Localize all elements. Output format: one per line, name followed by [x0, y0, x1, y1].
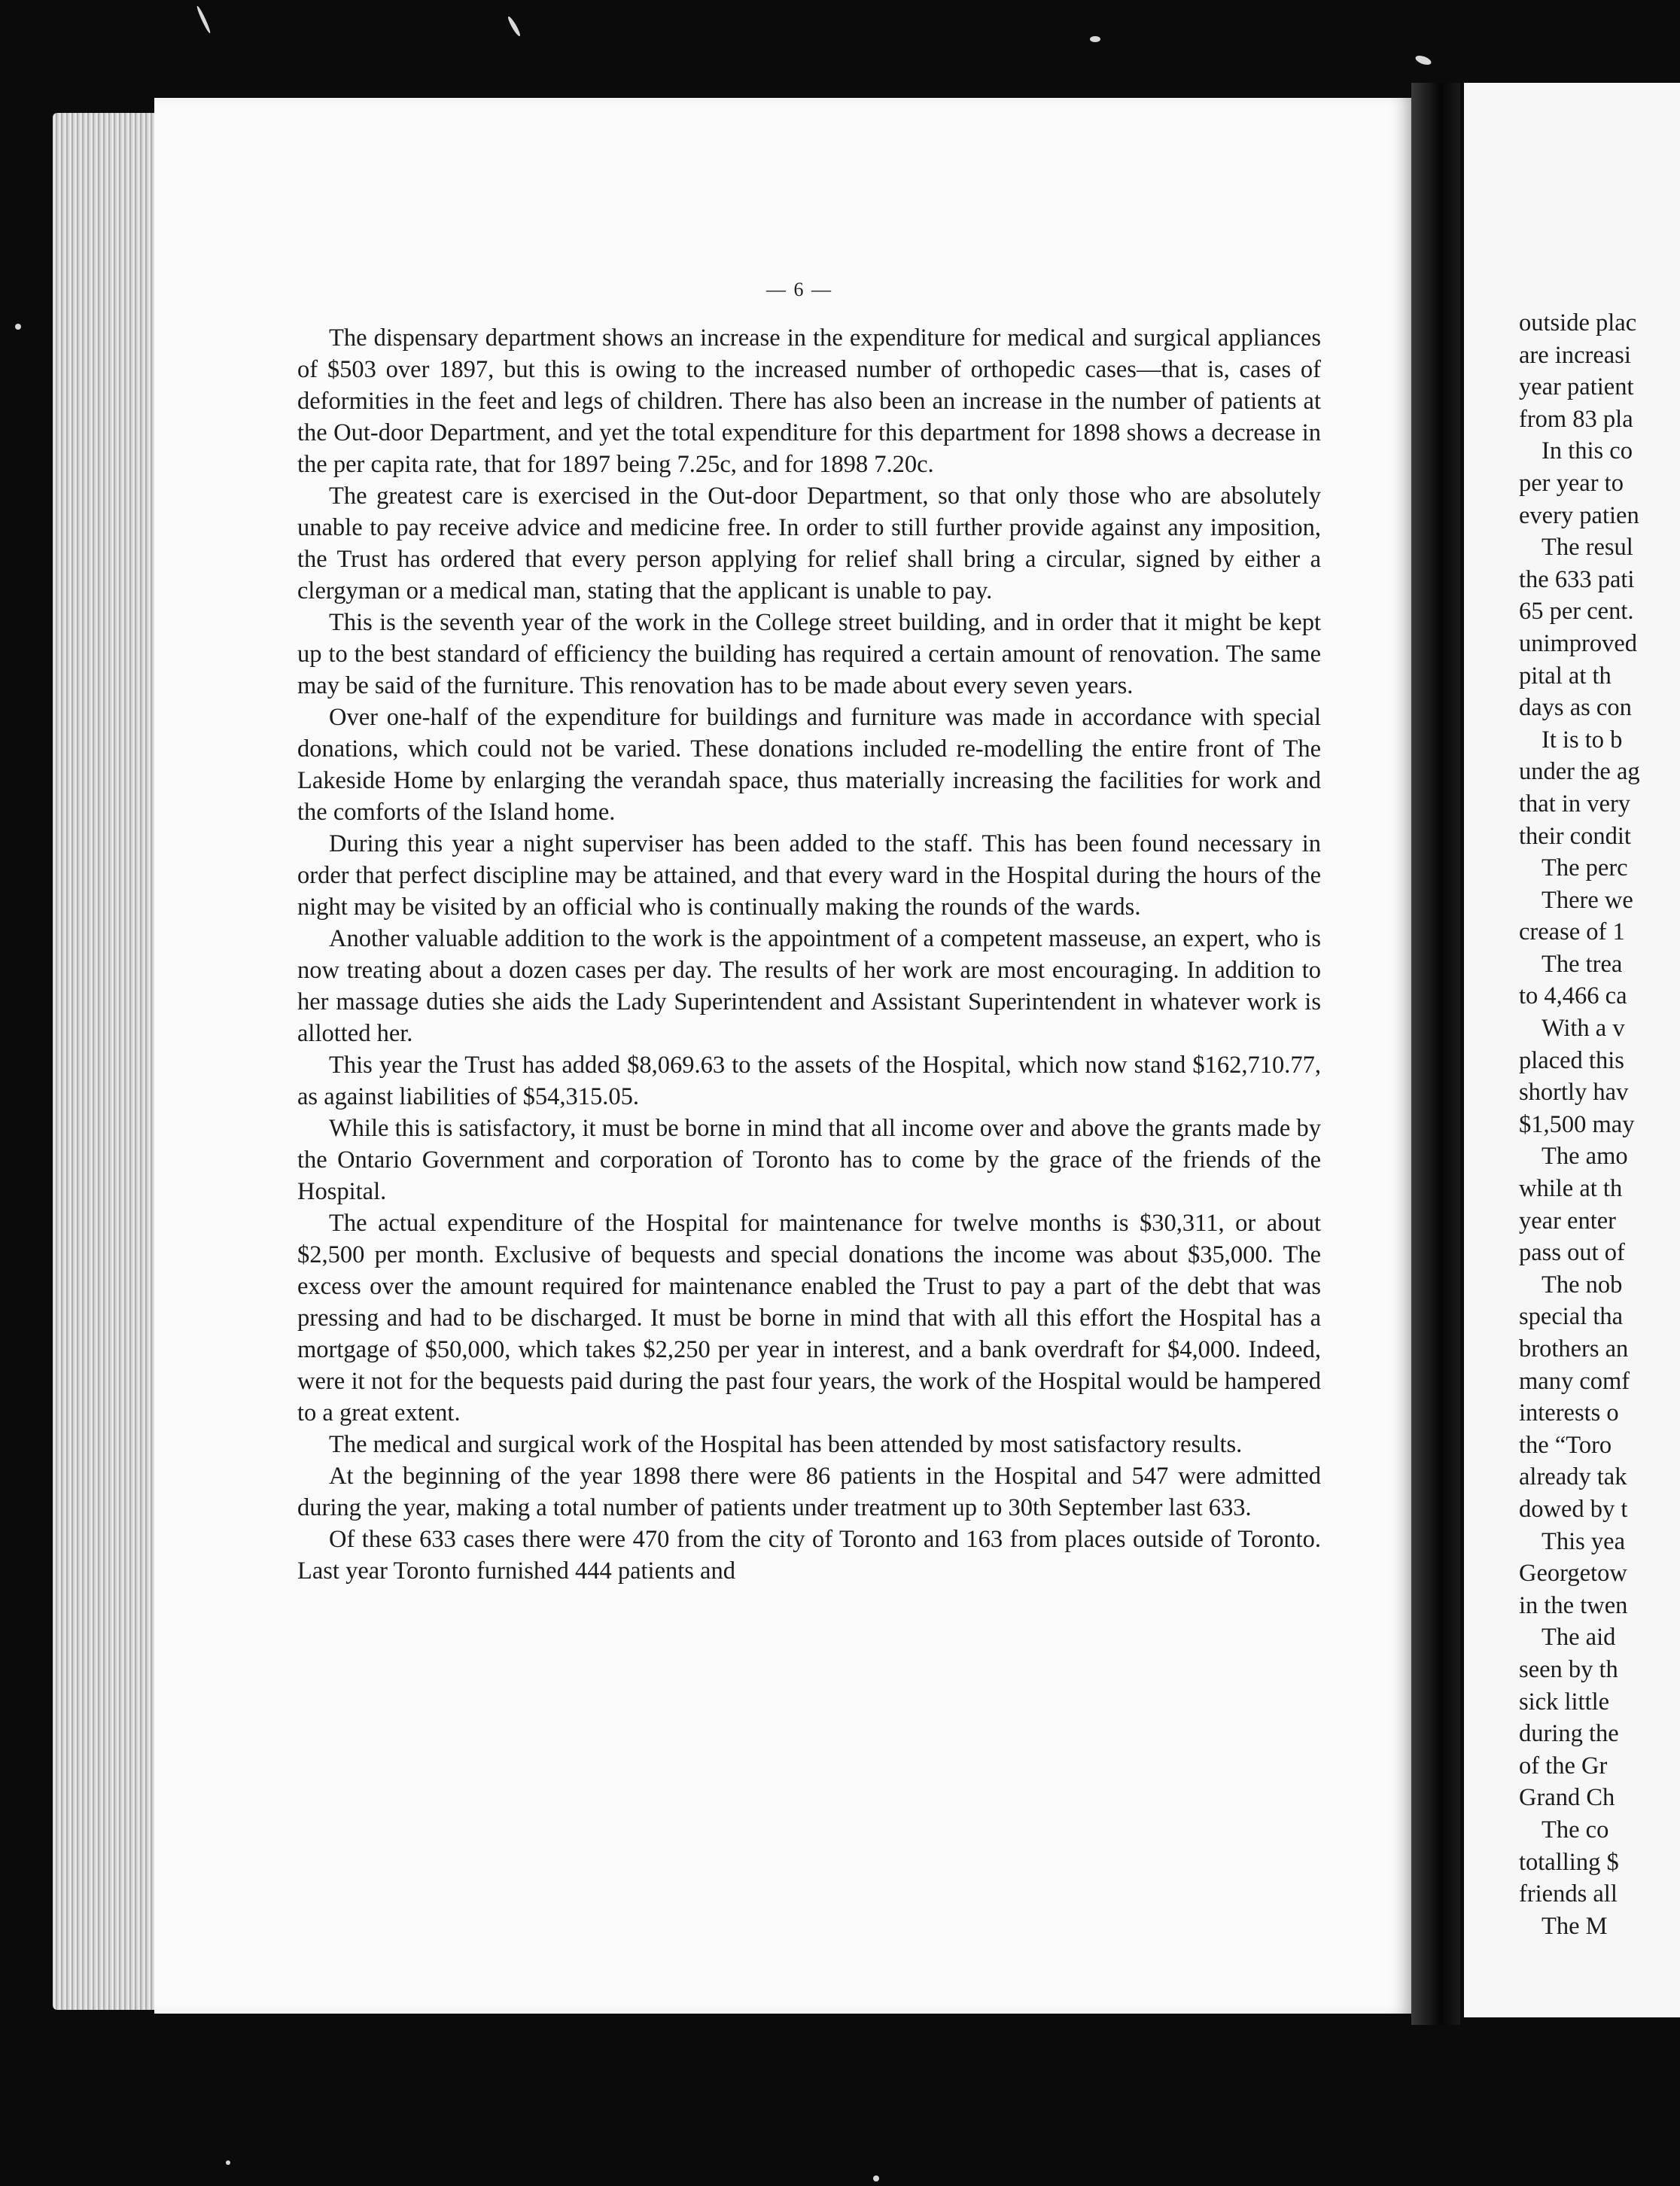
film-speck — [507, 16, 522, 38]
paragraph: This is the seventh year of the work in the College street building, and in order that it might be kept up to the best standard of efficiency the building has required a certain amount of renovation. The same may be said of the furniture. This renovation has to be made about every seven years. — [297, 609, 1321, 699]
text-line: interests o — [1519, 1399, 1619, 1427]
paragraph: The dispensary department shows an increase in the expenditure for medical and surgical appliances of $503 over 1897, but this is owing to the increased number of orthopedic cases—that is, cases of deformities in the feet and legs of children. There has also been an increase in the number of patients at the Out-door Department, and yet the total expenditure for this department for 1898 shows a decrease in the per capita rate, that for 1897 being 7.25c, and for 1898 7.20c. — [297, 324, 1321, 478]
paragraph: Another valuable addition to the work is the appointment of a competent masseuse, an expert, who is now treating about a dozen cases per day. The results of her work are most encouraging. In addition to her massage duties she aids the Lady Superintendent and Assistant Superintendent in whatever work is allotted her. — [297, 925, 1321, 1047]
text-line: during the — [1519, 1720, 1619, 1748]
text-line: per year to — [1519, 469, 1624, 497]
text-line: under the ag — [1519, 758, 1640, 786]
text-line: to 4,466 ca — [1519, 982, 1627, 1010]
right-page-text — [1519, 307, 1680, 1942]
text-line: The amo — [1542, 1143, 1628, 1171]
text-line: placed this — [1519, 1046, 1624, 1074]
text-line: The co — [1542, 1816, 1609, 1843]
text-line: year patient — [1519, 373, 1634, 401]
text-line: already tak — [1519, 1463, 1627, 1491]
text-line: In this co — [1542, 437, 1633, 465]
text-line: $1,500 may — [1519, 1110, 1635, 1138]
text-line: sick little — [1519, 1688, 1610, 1716]
text-line: days as con — [1519, 694, 1632, 722]
text-line: totalling $ — [1519, 1848, 1619, 1876]
text-line: unimproved — [1519, 629, 1638, 657]
paragraph: The greatest care is exercised in the Out-door Department, so that only those who are absolutely unable to pay receive advice and medicine free. In order to still further provide against any imposition, the Trust has ordered that every person applying for relief shall bring a circular, signed by either a clergyman or a medical man, stating that the applicant is unable to pay. — [297, 483, 1321, 604]
text-line: The perc — [1542, 854, 1628, 882]
text-line: year enter — [1519, 1207, 1617, 1235]
film-speck — [226, 2160, 230, 2165]
text-line: of the Gr — [1519, 1752, 1608, 1780]
text-line: crease of 1 — [1519, 918, 1625, 946]
page-number: — 6 — — [766, 279, 832, 300]
text-line: many comf — [1519, 1367, 1630, 1395]
text-line: in the twen — [1519, 1591, 1628, 1619]
text-line: seen by th — [1519, 1655, 1618, 1683]
paragraph: At the beginning of the year 1898 there were 86 patients in the Hospital and 547 were admitted during the year, making a total number of patients under treatment up to 30th September last 633. — [297, 1463, 1321, 1521]
text-line: There we — [1542, 886, 1633, 914]
film-speck — [1414, 54, 1432, 67]
text-line: are increasi — [1519, 341, 1631, 369]
text-line: The M — [1542, 1912, 1608, 1940]
paragraph: The medical and surgical work of the Hospital has been attended by most satisfactory results. — [329, 1431, 1243, 1458]
text-line: from 83 pla — [1519, 405, 1633, 433]
text-line: the “Toro — [1519, 1431, 1612, 1459]
paragraph: This year the Trust has added $8,069.63 to the assets of the Hospital, which now stand $162,710.77, as against liabilities of $54,315.05. — [297, 1052, 1321, 1110]
left-page-text — [297, 322, 1321, 1587]
text-line: the 633 pati — [1519, 565, 1635, 593]
film-speck — [15, 324, 21, 330]
text-line: The trea — [1542, 950, 1623, 978]
film-speck — [1090, 36, 1100, 42]
text-line: shortly hav — [1519, 1079, 1629, 1107]
text-line: The aid — [1542, 1624, 1616, 1652]
text-line: pass out of — [1519, 1239, 1625, 1267]
text-line: every patien — [1519, 501, 1639, 529]
paragraph: While this is satisfactory, it must be borne in mind that all income over and above the grants made by the Ontario Government and corporation of Toronto has to come by the grace of the friends of the Hospital. — [297, 1115, 1321, 1205]
text-line: With a v — [1542, 1015, 1625, 1043]
paragraph: Of these 633 cases there were 470 from the city of Toronto and 163 from places outside of Toronto. Last year Toronto furnished 444 patients and — [297, 1526, 1321, 1585]
film-speck — [873, 2175, 879, 2181]
text-line: that in very — [1519, 790, 1631, 817]
paragraph: Over one-half of the expenditure for buildings and furniture was made in accordance with special donations, which could not be varied. These donations included re-modelling the entire front of The Lakeside Home by enlarging the verandah space, thus materially increasing the facilities for work and the comforts of the Island home. — [297, 704, 1321, 826]
text-line: outside plac — [1519, 309, 1637, 336]
text-line: pital at th — [1519, 662, 1612, 690]
text-line: 65 per cent. — [1519, 598, 1634, 626]
text-line: The resul — [1542, 534, 1633, 562]
text-line: The nob — [1542, 1271, 1623, 1299]
text-line: friends all — [1519, 1880, 1618, 1908]
book-gutter — [1411, 83, 1460, 2025]
text-line: special tha — [1519, 1303, 1624, 1331]
text-line: Grand Ch — [1519, 1784, 1615, 1812]
text-line: dowed by t — [1519, 1495, 1628, 1523]
text-line: Georgetow — [1519, 1560, 1627, 1588]
paragraph: The actual expenditure of the Hospital for maintenance for twelve months is $30,311, or about $2,500 per month. Exclusive of bequests and special donations the income was about $35,000. The excess over the amount required for maintenance enabled the Trust to pay a part of the debt that was pressing and had to be discharged. It must be borne in mind that with all this effort the Hospital has a mortgage of $50,000, which takes $2,250 per year in interest, and a bank overdraft for $4,000. Indeed, were it not for the bequests paid during the past four years, the work of the Hospital would be hampered to a great extent. — [297, 1210, 1321, 1426]
paragraph: During this year a night superviser has been added to the staff. This has been found necessary in order that perfect discipline may be attained, and that every ward in the Hospital during the hours of the night may be visited by an official who is continually making the rounds of the wards. — [297, 830, 1321, 921]
text-line: It is to b — [1542, 726, 1623, 754]
text-line: while at th — [1519, 1175, 1623, 1203]
text-line: This yea — [1542, 1527, 1626, 1555]
film-speck — [196, 5, 212, 34]
page-edge-stack — [53, 113, 166, 2010]
text-line: brothers an — [1519, 1335, 1629, 1362]
text-line: their condit — [1519, 822, 1631, 850]
